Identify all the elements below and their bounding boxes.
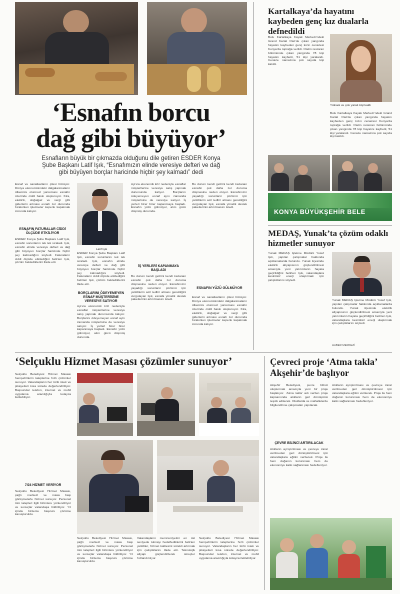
selcuklu-body-col1b: Selçuklu Belediyesi Hizmet Masası, çağrı merkezi ve masa başı görüşmelerle hizmet sunuyor. Personel tüm talepleri ilgili birimlere yönlendiriyor ve sonuçlar vatandaşa bildiriliyor. Yıl içinde binlerce başvuru çözüme kavuşturuldu. bbox=[15, 490, 71, 517]
selcuklu-body-col2: Selçuklu Belediyesi Hizmet Masası, çağrı merkezi ve masa başı görüşmelerle hizmet sunuyor. Personel tüm talepleri ilgili birimlere yönlendiriyor ve sonuçlar vatandaşa bildiriliyor. Yıl içinde binlerce başvuru çözüme kavuşturuldu. bbox=[77, 537, 133, 564]
right-top-headline: Kartalkaya’da hayatını kaybeden genç kız dualarla defnedildi bbox=[268, 6, 369, 36]
main-headline-line2: dağ gibi büyüyor’ bbox=[36, 124, 226, 153]
photo-service-desk-5 bbox=[157, 440, 259, 534]
medas-body-col2: Yunak MEDAŞ İşletme Müdürü Yusuf Işık, yapılan çalışmalar hakkında açıklamalarda bulundu. Yunak ilçesinde elektrik altyapısının güçlendirilmesi amacıyla yeni yatırımların hayata geçirildiğini belirten Işık, vatandaşlara kesintisiz enerji ulaştırmak için çalıştıklarını söyledi. bbox=[332, 299, 392, 326]
column-divider bbox=[253, 2, 254, 350]
main-deck-line2: Şube Başkanı Latif Işık, “Esnafımızın elinde veresiye defteri ve dağ bbox=[41, 163, 221, 170]
main-body-col1b: ESDER Konya Şube Başkanı Latif Işık, esnafın sorunlarını tek tek sıraladı. Işık, esnafın elinde veresiye defteri ve dağ gibi büyüyen borçlar haricinde hiçbir şey kalmadığını söyledi. Faturaların ciddi ölçüde etkilediğini belirten Işık, çözüm beklediklerini ifade etti. bbox=[15, 238, 70, 265]
main-headline-line1: ‘Esnafın borcu bbox=[52, 98, 210, 127]
main-deck-line3: gibi büyüyen borçlar haricinde hiçbir şey kalmadı” dedi bbox=[58, 170, 204, 177]
cevre-headline-line1: Çevreci proje ‘Atma takla’ bbox=[270, 358, 378, 368]
main-body-col3: Ayrıca ekonomik kriz nedeniyle esnaflar müşterilerine veresiye satış yapmak durumunda kalıyor. Borçlarını ödeyemeyen esnaf aynı zamanda müşterisine de veresiye satıyor. İş yerleri birer birer kapanmaya başladı. Esnafın yüzü gülmüyor, alım gücü düşmüş durumda. bbox=[131, 183, 186, 214]
photo-service-desk-1 bbox=[77, 373, 133, 436]
photo-funeral-2 bbox=[332, 155, 392, 191]
main-body-col2b: Ayrıca ekonomik kriz nedeniyle esnaflar müşterilerine veresiye satış yapmak durumunda kalıyor. Borçlarını ödeyemeyen esnaf aynı zamanda müşterisine de veresiye satıyor. İş yerleri birer birer kapanmaya başladı. Esnafın yüzü gülmüyor, alım gücü düşmüş durumda. bbox=[77, 305, 125, 340]
medas-body-col1: Yunak MEDAŞ İşletme Müdürü Yusuf Işık, yapılan çalışmalar hakkında açıklamalarda bulundu. Yunak ilçesinde elektrik altyapısının güçlendirilmesi amacıyla yeni yatırımların hayata geçirildiğini belirten Işık, vatandaşlara kesintisiz enerji ulaştırmak için çalıştıklarını söyledi. bbox=[268, 252, 324, 283]
main-body-col1: Esnaf ve sanatkarların çilesi bitmiyor. Dünya ekonomisindeki dalgalanmaların ülkemize olumsuz yansıması esnafın üzerinde ciddi baskı oluşturuyor. Kira, elektrik, doğalgaz ve vergi gibi giderlerin artması esnafı zor durumda bırakırken işletmeler kepenk kapatmak zorunda kalıyor. bbox=[15, 183, 70, 214]
konya-buyuksehir-banner bbox=[268, 193, 392, 221]
cevre-subhead: ÇEVRE BİLİNCİ ARTIRILACAK bbox=[274, 441, 324, 445]
photo-service-desk-3 bbox=[199, 373, 259, 436]
photo-baker bbox=[15, 2, 138, 95]
main-subhead-veresiye: BORÇLARINI ÖDEYEMEYEN ESNAF MÜŞTERİSİNE VERESİYE SATIYOR bbox=[77, 291, 125, 304]
cevre-body-col2: Atıkların ayrıştırılması ve çevreye zarar verilmeden geri dönüştürülmesi için vatandaşlara eğitim verilecek. Proje ile hem doğanın korunması hem de ekonomiye katkı sağlanması hedefleniyor. bbox=[332, 384, 392, 403]
main-deck bbox=[15, 156, 247, 178]
main-body-col4: Bu durum kendi gelirini kendi kazanan esnafın çok daha zor duruma düşmesine neden oluyor. Esnafımızın yaşadığı sorunların çözümü için yetkililerin acil tedbir alması gerektiğini vurgulayan Işık, esnafa yönelik destek paketlerinin artırılmasını istedi. bbox=[192, 183, 247, 210]
main-subhead-yuzu: ESNAFIN YÜZÜ GÜLMÜYOR bbox=[196, 286, 243, 290]
horizontal-divider bbox=[15, 352, 392, 353]
main-deck-line1: Esnafların büyük bir çıkmazda olduğunu dile getiren ESDER Konya bbox=[41, 156, 221, 162]
selcuklu-headline: ‘Selçuklu Hizmet Masası çözümler sunuyor’ bbox=[15, 356, 233, 368]
medas-source: HABER MERKEZİ bbox=[332, 343, 355, 347]
photo-funeral-1 bbox=[268, 155, 330, 191]
cevre-body-col1b: Atıkların ayrıştırılması ve çevreye zarar verilmeden geri dönüştürülmesi için vatandaşlara eğitim verilecek. Proje ile hem doğanın korunması hem de ekonomiye katkı sağlanması hedefleniyor. bbox=[270, 448, 328, 467]
photo-service-desk-2 bbox=[137, 373, 195, 436]
cevre-body-col1: Akşehir Belediyesi, çevre bilinci oluşturmak amacıyla yeni bir proje başlatıyor. ‘Atma takla’ adı verilen proje kapsamında atıkların geri dönüşümü teşvik edilecek. Okullarda ve mahallelerde bilgilendirme çalışmaları yapılacak. bbox=[270, 384, 328, 407]
right-divider-1 bbox=[268, 225, 392, 226]
main-body-col4b: Esnaf ve sanatkarların çilesi bitmiyor. Dünya ekonomisindeki dalgalanmaların ülkemize olumsuz yansıması esnafın üzerinde ciddi baskı oluşturuyor. Kira, elektrik, doğalgaz ve vergi gibi giderlerin artması esnafı zor durumda bırakırken işletmeler kepenk kapatmak zorunda kalıyor. bbox=[192, 296, 247, 327]
right-top-body2: Bolu Kartalkaya Kayak Merkezi’ndeki Grand Kartal Otel’de çıkan yangında hayatını kaybeden genç kızın cenazesi Konya’da toprağa verildi. Otelin restoran bölümünde çıkan yangında 78 kişi hayatını kaybetti, 51 kişi yaralandı. Cenaze namazına çok sayıda kişi katıldı. bbox=[330, 112, 392, 139]
portrait-latif-isik bbox=[77, 183, 123, 245]
selcuklu-body-col4: Selçuklu Belediyesi Hizmet Masası hemşehrilerin taleplerine hızlı çözümler sunuyor. Vatandaşların her türlü istek ve şikayetleri kısa sürede değerlendiriliyor. Başvurular telefon, internet ve mobil uygulama aracılığıyla kolayca iletilebiliyor. bbox=[199, 537, 259, 560]
right-top-body: Bolu Kartalkaya Kayak Merkezi’ndeki Grand Kartal Otel’de çıkan yangında hayatını kaybeden genç kızın cenazesi Konya’da toprağa verildi. Otelin restoran bölümünde çıkan yangında 78 kişi hayatını kaybetti, 51 kişi yaralandı. Cenaze namazına çok sayıda kişi katıldı. bbox=[268, 36, 324, 67]
banner-text: KONYA BÜYÜKŞEHİR BELE bbox=[274, 209, 366, 216]
photo-service-desk-4 bbox=[77, 440, 153, 534]
cevre-headline-line2: Akşehir’de başlıyor bbox=[270, 369, 350, 379]
main-subhead-faturalar: ESNAFIN FATURALAR CİDDİ ÖLÇÜDE ETKİLİYOR bbox=[19, 227, 66, 236]
main-body-col2: ESDER Konya Şube Başkanı Latif Işık, esnafın sorunlarını tek tek sıraladı. Işık, esnafın elinde veresiye defteri ve dağ gibi büyüyen borçlar haricinde hiçbir şey kalmadığını söyledi. Faturaların ciddi ölçüde etkilediğini belirten Işık, çözüm beklediklerini ifade etti. bbox=[77, 252, 125, 287]
photo-vendor bbox=[147, 2, 247, 95]
portrait-caption: Latif Işık bbox=[96, 247, 108, 251]
selcuklu-body-col3: Vatandaşların memnuniyetini en üst seviyede tutmayı hedeflediklerini belirten yetkililer, hizmet kalitesini sürekli artırmak için çalıştıklarını ifade etti. Teknolojik altyapı güçlendirilerek süreçler hızlandırılıyor. bbox=[137, 537, 195, 560]
main-body-col3b: Bu durum kendi gelirini kendi kazanan esnafın çok daha zor duruma düşmesine neden oluyor. Esnafımızın yaşadığı sorunların çözümü için yetkililerin acil tedbir alması gerektiğini vurgulayan Işık, esnafa yönelik destek paketlerinin artırılmasını istedi. bbox=[131, 275, 186, 302]
right-top-photo-caption: Yüksek ve çok yaralı kişi kaldı bbox=[330, 104, 372, 107]
medas-headline: MEDAŞ, Yunak’ta çözüm odaklı hizmetler sunuyor bbox=[268, 228, 389, 248]
selcuklu-body-col1: Selçuklu Belediyesi Hizmet Masası hemşehrilerin taleplerine hızlı çözümler sunuyor. Vatandaşların her türlü istek ve şikayetleri kısa sürede değerlendiriliyor. Başvurular telefon, internet ve mobil uygulama aracılığıyla kolayca iletilebiliyor. bbox=[15, 373, 71, 400]
photo-recycling-kids bbox=[270, 518, 392, 590]
photo-young-woman bbox=[330, 34, 392, 102]
selcuklu-subhead: 7/24 HİZMET VERİYOR bbox=[24, 483, 62, 487]
bottom-column-divider bbox=[264, 356, 265, 590]
main-subhead-isyerleri: İŞ YERLERİ KAPANMAYA BAŞLADI bbox=[138, 264, 179, 273]
photo-yusuf-isik bbox=[332, 252, 392, 296]
cevre-headline bbox=[270, 358, 392, 380]
